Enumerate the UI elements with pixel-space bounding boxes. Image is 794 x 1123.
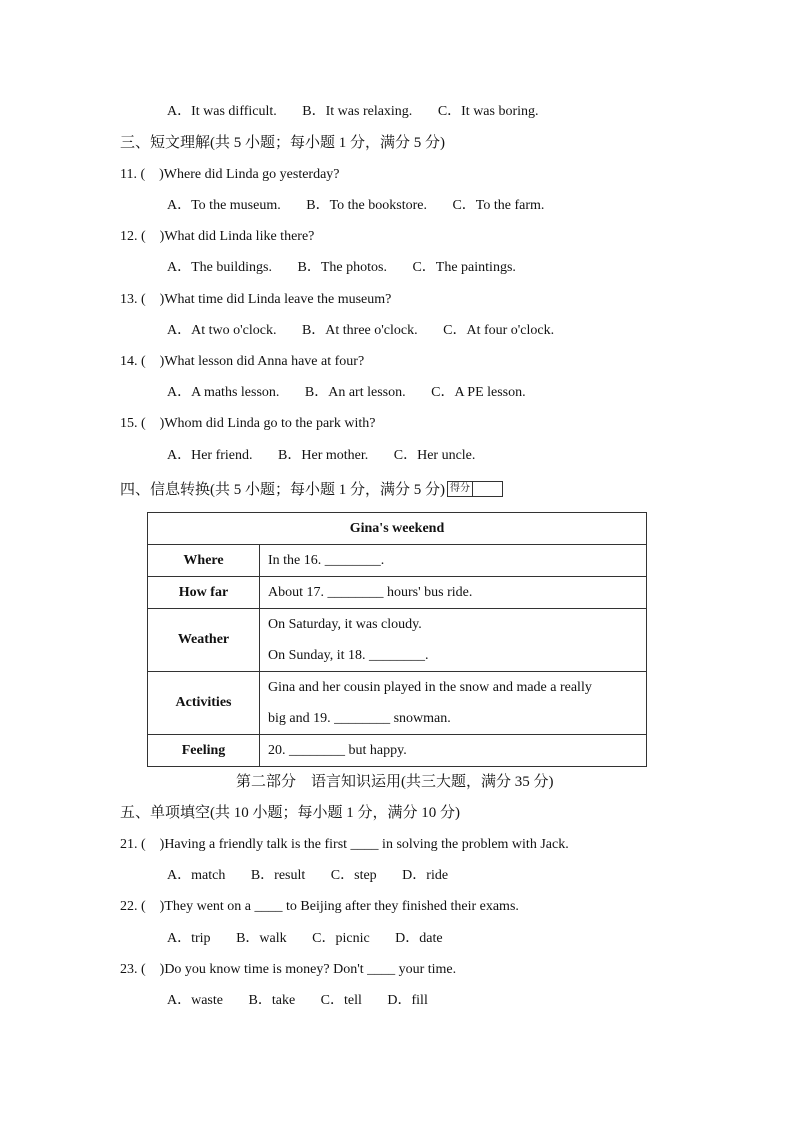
option-c: C．To the farm. <box>452 198 545 213</box>
option-b: B．At three o'clock. <box>301 323 418 338</box>
question-15: 15. ( )Whom did Linda go to the park with? <box>120 416 376 431</box>
question-22: 22. ( )They went on a ____ to Beijing after they finished their exams. <box>120 899 519 914</box>
value-line: 20. ________ but happy. <box>268 743 407 758</box>
row-key-feeling: Feeling <box>148 735 260 767</box>
option-a: A．It was difficult. <box>167 104 277 119</box>
question-23: 23. ( )Do you know time is money? Don't ____ your time. <box>120 962 457 977</box>
part2-title: 第二部分 语言知识运用(共三大题，满分 35 分) <box>236 774 554 790</box>
option-c: C．step <box>330 868 377 883</box>
option-a: A．waste <box>167 993 223 1008</box>
value-line: Gina and her cousin played in the snow and made a really <box>268 680 592 695</box>
section4-title-text: 四、信息转换(共 5 小题；每小题 1 分，满分 5 分) <box>120 482 445 498</box>
option-a: A．To the museum. <box>167 198 281 213</box>
options-q22 <box>167 930 443 948</box>
table-title-row <box>148 513 647 545</box>
row-value-activities <box>260 672 647 735</box>
options-q15 <box>167 447 475 465</box>
option-b: B．To the bookstore. <box>306 198 427 213</box>
question-13: 13. ( )What time did Linda leave the museum? <box>120 292 392 307</box>
option-c: C．tell <box>320 993 362 1008</box>
row-value-weather <box>260 609 647 672</box>
score-label: 得分 <box>448 482 473 496</box>
option-d: D．ride <box>402 868 449 883</box>
option-c: C．Her uncle. <box>393 448 476 463</box>
section5-title: 五、单项填空(共 10 小题；每小题 1 分，满分 10 分) <box>120 805 460 821</box>
option-b: B．walk <box>236 931 287 946</box>
value-line: In the 16. ________. <box>268 553 385 568</box>
options-q21 <box>167 867 448 885</box>
option-c: C．A PE lesson. <box>431 385 526 400</box>
row-key-weather: Weather <box>148 609 260 672</box>
value-line: On Sunday, it 18. ________. <box>268 648 429 663</box>
options-q23 <box>167 992 428 1010</box>
table-row <box>148 577 647 609</box>
question-11: 11. ( )Where did Linda go yesterday? <box>120 167 340 182</box>
option-c: C．At four o'clock. <box>443 323 555 338</box>
option-c: C．picnic <box>312 931 370 946</box>
table-row <box>148 735 647 767</box>
option-b: B．result <box>250 868 306 883</box>
table-row <box>148 609 647 672</box>
option-d: D．fill <box>387 993 428 1008</box>
section3-title: 三、短文理解(共 5 小题；每小题 1 分，满分 5 分) <box>120 135 445 151</box>
option-c: C．The paintings. <box>412 260 516 275</box>
question-12: 12. ( )What did Linda like there? <box>120 229 315 244</box>
row-value-how-far <box>260 577 647 609</box>
option-a: A．The buildings. <box>167 260 272 275</box>
option-b: B．take <box>248 993 296 1008</box>
option-a: A．A maths lesson. <box>167 385 280 400</box>
question-21: 21. ( )Having a friendly talk is the first ____ in solving the problem with Jack. <box>120 837 569 852</box>
options-q11 <box>167 197 544 215</box>
question-14: 14. ( )What lesson did Anna have at four? <box>120 354 365 369</box>
row-key-where: Where <box>148 545 260 577</box>
value-line: big and 19. ________ snowman. <box>268 711 451 726</box>
option-b: B．The photos. <box>297 260 387 275</box>
row-value-where <box>260 545 647 577</box>
table-title: Gina's weekend <box>148 513 647 545</box>
option-a: A．Her friend. <box>167 448 253 463</box>
option-b: B．It was relaxing. <box>302 104 413 119</box>
info-table <box>147 512 647 767</box>
value-line: About 17. ________ hours' bus ride. <box>268 585 473 600</box>
table-row <box>148 545 647 577</box>
section4-title <box>120 481 503 499</box>
options-q12 <box>167 259 516 277</box>
options-q14 <box>167 384 526 402</box>
option-b: B．An art lesson. <box>304 385 406 400</box>
option-b: B．Her mother. <box>278 448 369 463</box>
option-a: A．match <box>167 868 226 883</box>
option-d: D．date <box>395 931 443 946</box>
value-line: On Saturday, it was cloudy. <box>268 617 422 632</box>
option-a: A．At two o'clock. <box>167 323 277 338</box>
row-key-activities: Activities <box>148 672 260 735</box>
row-value-feeling <box>260 735 647 767</box>
option-c: C．It was boring. <box>437 104 539 119</box>
option-a: A．trip <box>167 931 211 946</box>
row-key-how-far: How far <box>148 577 260 609</box>
score-box <box>447 481 503 497</box>
options-q13 <box>167 322 554 340</box>
options-q10 <box>167 103 539 121</box>
table-row <box>148 672 647 735</box>
